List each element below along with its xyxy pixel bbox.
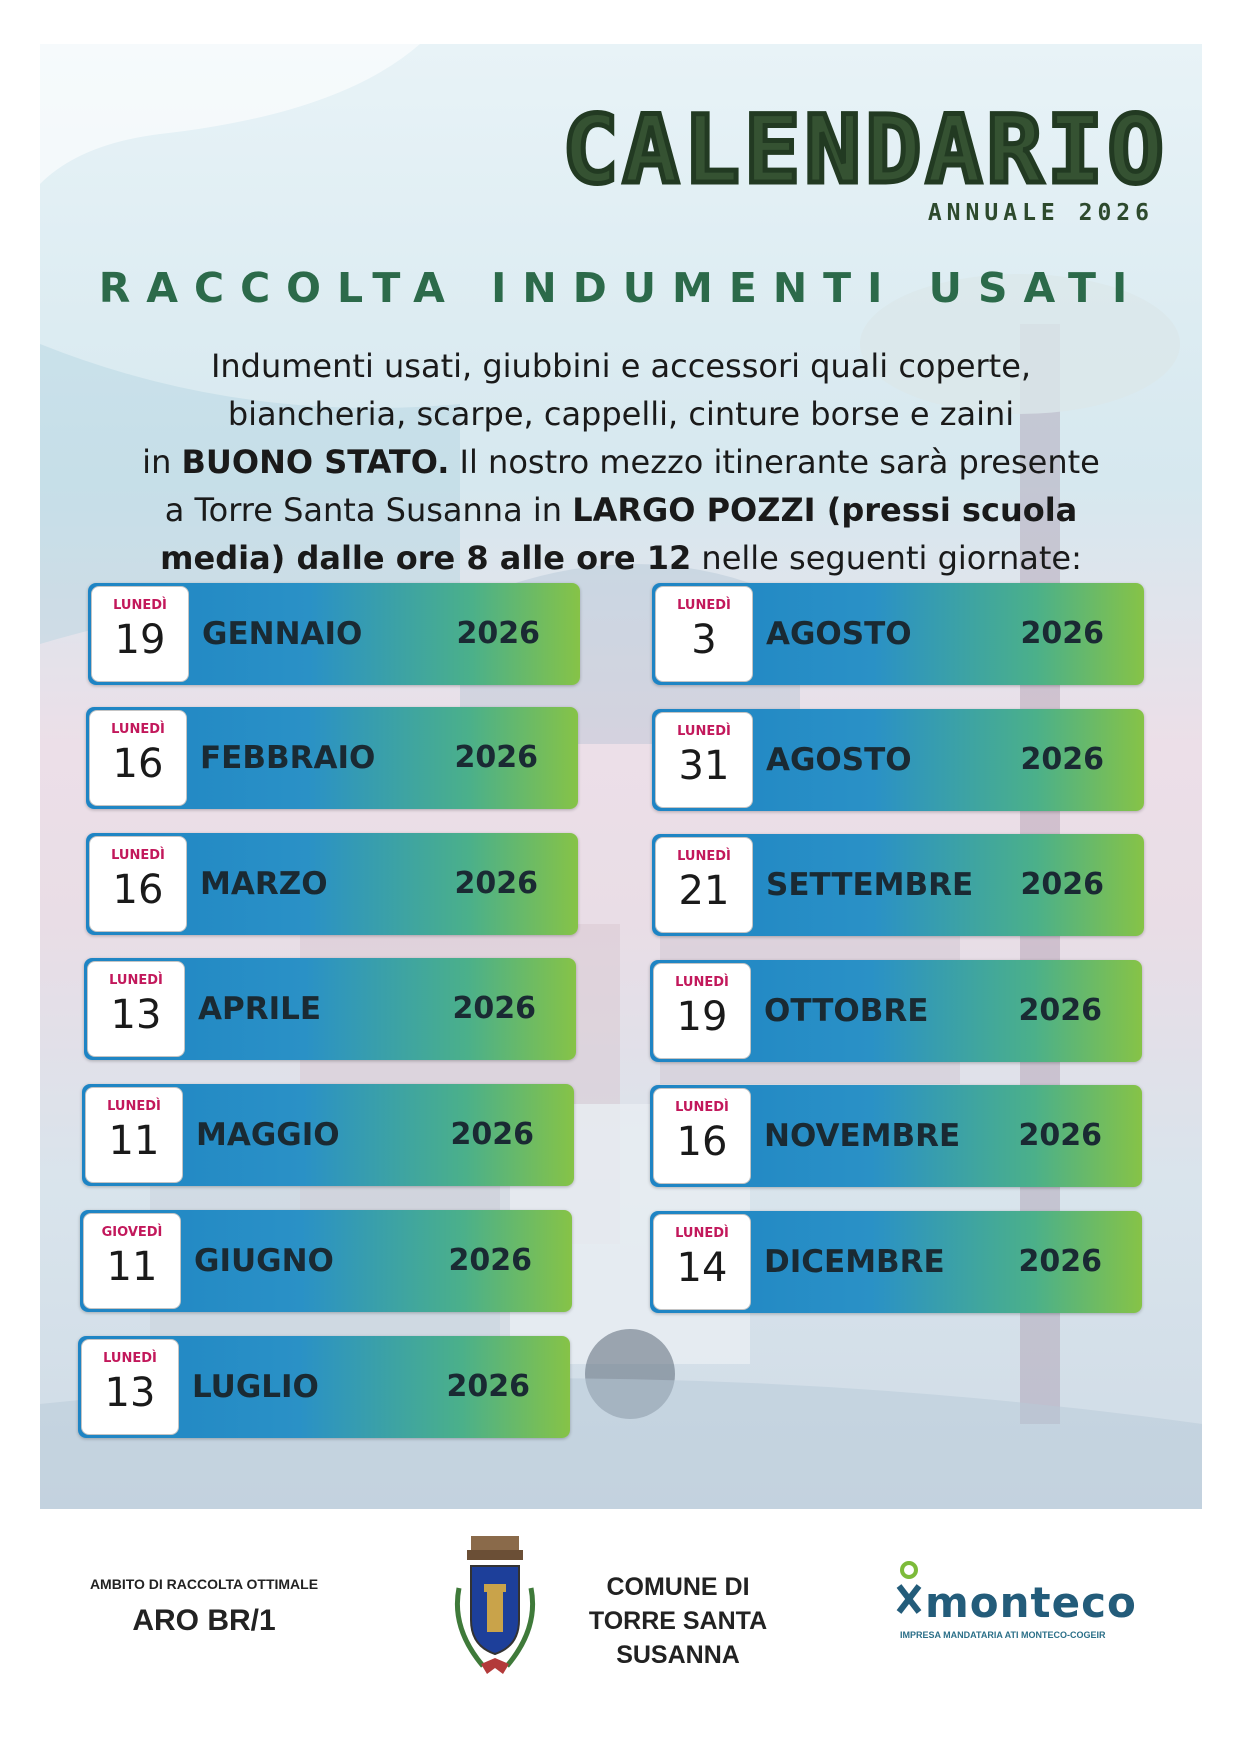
- date-card: [82, 1084, 574, 1186]
- weekday-label: LUNEDÌ: [107, 1099, 161, 1114]
- day-number: 14: [676, 1245, 728, 1291]
- comune-line: COMUNE DI: [606, 1573, 750, 1601]
- comune-line: SUSANNA: [616, 1641, 740, 1669]
- calendar-subtitle: ANNUALE 2026: [927, 200, 1154, 226]
- aro-label: AMBITO DI RACCOLTA OTTIMALE: [89, 1576, 319, 1592]
- weekday-label: LUNEDÌ: [677, 849, 731, 864]
- month-label: MAGGIO: [196, 1117, 340, 1153]
- date-box: [81, 1339, 179, 1435]
- date-card: [80, 1210, 572, 1312]
- year-label: 2026: [448, 1243, 532, 1278]
- monteco-logo-icon: [893, 1560, 925, 1630]
- date-card: [78, 1336, 570, 1438]
- intro-bold-text: LARGO POZZI (pressi scuola: [572, 491, 1078, 529]
- crest-icon: [445, 1528, 545, 1678]
- day-number: 3: [691, 617, 717, 663]
- date-box: [653, 963, 751, 1059]
- date-card: [86, 707, 578, 809]
- year-label: 2026: [456, 616, 540, 651]
- date-card: [652, 583, 1144, 685]
- date-card: [650, 1085, 1142, 1187]
- month-label: GIUGNO: [194, 1243, 334, 1279]
- date-box: [87, 961, 185, 1057]
- date-card: [86, 833, 578, 935]
- monteco-subtitle: IMPRESA MANDATARIA ATI MONTECO-COGEIR: [900, 1630, 1106, 1640]
- day-number: 16: [676, 1119, 728, 1165]
- date-box: [655, 837, 753, 933]
- day-number: 21: [678, 868, 730, 914]
- month-label: SETTEMBRE: [766, 867, 974, 903]
- intro-text: nelle seguenti giornate:: [691, 539, 1082, 577]
- weekday-label: LUNEDÌ: [677, 598, 731, 613]
- weekday-label: GIOVEDÌ: [101, 1225, 163, 1240]
- year-label: 2026: [450, 1117, 534, 1152]
- date-box: [89, 710, 187, 806]
- date-box: [653, 1088, 751, 1184]
- day-number: 31: [678, 743, 730, 789]
- intro-line: Indumenti usati, giubbini e accessori quali coperte,: [210, 347, 1032, 385]
- weekday-label: LUNEDÌ: [111, 722, 165, 737]
- poster: [40, 44, 1202, 1509]
- date-card: [88, 583, 580, 685]
- date-box: [655, 712, 753, 808]
- intro-line: biancheria, scarpe, cappelli, cinture borse e zaini: [227, 395, 1015, 433]
- year-label: 2026: [1020, 616, 1104, 651]
- year-label: 2026: [454, 740, 538, 775]
- month-label: OTTOBRE: [764, 993, 929, 1029]
- year-label: 2026: [446, 1369, 530, 1404]
- day-number: 19: [114, 617, 166, 663]
- weekday-label: LUNEDÌ: [677, 724, 731, 739]
- weekday-label: LUNEDÌ: [675, 1100, 729, 1115]
- comune-line: TORRE SANTA: [588, 1607, 768, 1635]
- date-box: [655, 586, 753, 682]
- year-label: 2026: [1020, 867, 1104, 902]
- year-label: 2026: [1018, 993, 1102, 1028]
- day-number: 16: [112, 741, 164, 787]
- weekday-label: LUNEDÌ: [111, 848, 165, 863]
- section-heading: RACCOLTA INDUMENTI USATI: [98, 264, 1144, 312]
- month-label: DICEMBRE: [764, 1244, 945, 1280]
- weekday-label: LUNEDÌ: [103, 1351, 157, 1366]
- month-label: GENNAIO: [202, 616, 363, 652]
- intro-text: a Torre Santa Susanna in: [164, 491, 573, 529]
- month-label: FEBBRAIO: [200, 740, 376, 776]
- intro-bold-text: media) dalle ore 8 alle ore 12: [160, 539, 692, 577]
- aro-code: ARO BR/1: [132, 1604, 276, 1637]
- intro-line: [70, 438, 1172, 486]
- month-label: NOVEMBRE: [764, 1118, 961, 1154]
- date-card: [650, 960, 1142, 1062]
- date-box: [653, 1214, 751, 1310]
- day-number: 13: [110, 992, 162, 1038]
- date-box: [91, 586, 189, 682]
- day-number: 13: [104, 1370, 156, 1416]
- date-box: [85, 1087, 183, 1183]
- weekday-label: LUNEDÌ: [109, 973, 163, 988]
- weekday-label: LUNEDÌ: [675, 1226, 729, 1241]
- year-label: 2026: [454, 866, 538, 901]
- intro-line: [70, 486, 1172, 534]
- year-label: 2026: [1018, 1244, 1102, 1279]
- month-label: APRILE: [198, 991, 322, 1027]
- date-box: [83, 1213, 181, 1309]
- year-label: 2026: [1018, 1118, 1102, 1153]
- date-card: [84, 958, 576, 1060]
- year-label: 2026: [452, 991, 536, 1026]
- day-number: 16: [112, 867, 164, 913]
- day-number: 11: [108, 1118, 160, 1164]
- month-label: MARZO: [200, 866, 328, 902]
- intro-text: in: [142, 443, 182, 481]
- date-card: [650, 1211, 1142, 1313]
- date-card: [652, 709, 1144, 811]
- day-number: 19: [676, 994, 728, 1040]
- intro-bold-text: BUONO STATO.: [181, 443, 450, 481]
- weekday-label: LUNEDÌ: [113, 598, 167, 613]
- comune-name: [570, 1570, 786, 1672]
- date-card: [652, 834, 1144, 936]
- calendar-title: CALENDARIO: [562, 96, 1168, 205]
- year-label: 2026: [1020, 742, 1104, 777]
- month-label: AGOSTO: [766, 616, 912, 652]
- month-label: LUGLIO: [192, 1369, 319, 1405]
- intro-line: [70, 534, 1172, 582]
- month-label: AGOSTO: [766, 742, 912, 778]
- weekday-label: LUNEDÌ: [675, 975, 729, 990]
- day-number: 11: [106, 1244, 158, 1290]
- date-box: [89, 836, 187, 932]
- intro-paragraph: [70, 342, 1172, 582]
- monteco-name: monteco: [925, 1578, 1137, 1627]
- intro-text: Il nostro mezzo itinerante sarà presente: [449, 443, 1100, 481]
